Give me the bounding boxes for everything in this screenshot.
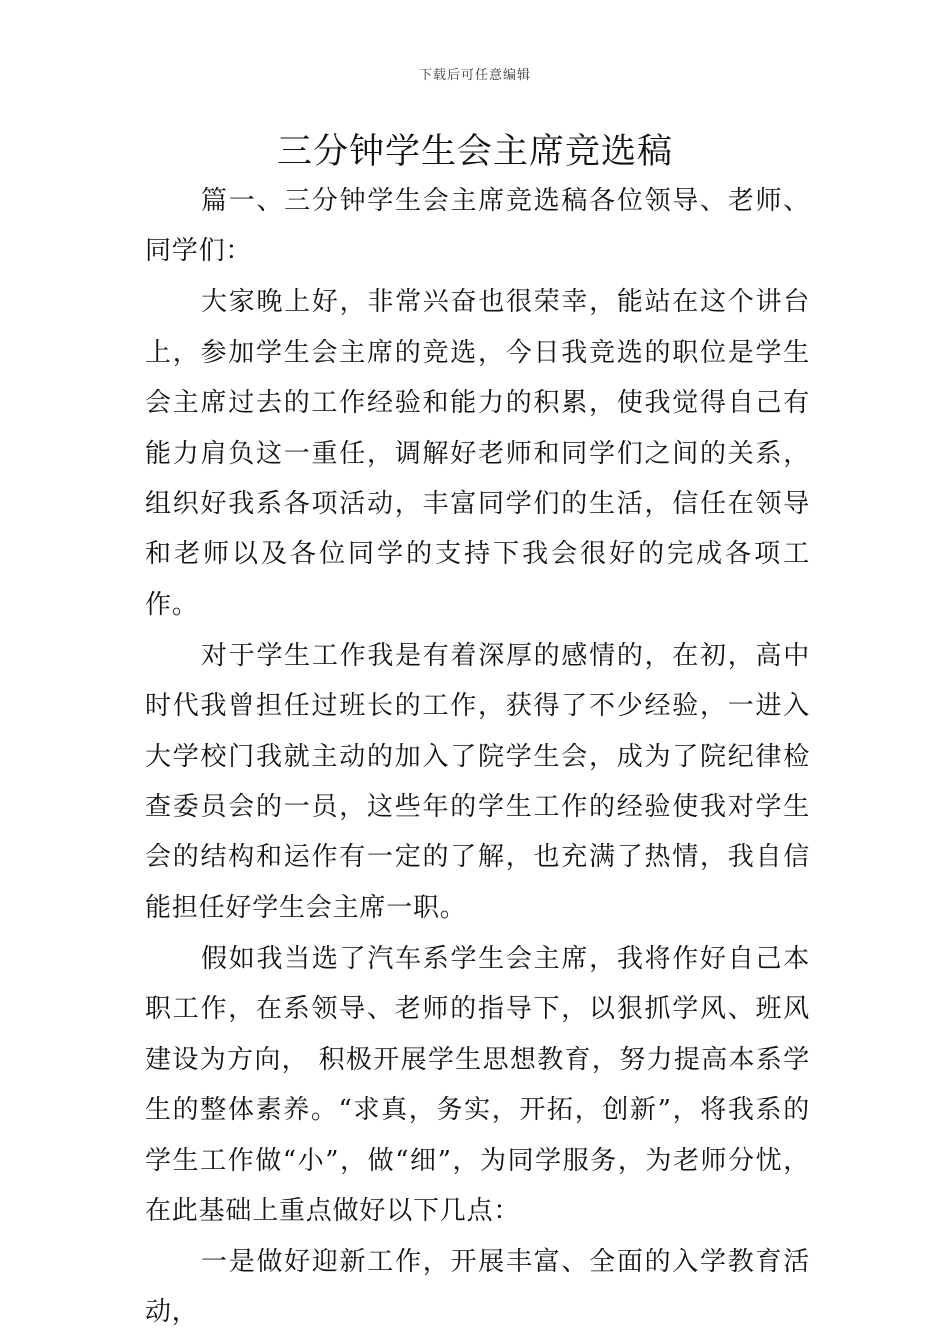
document-title: 三分钟学生会主席竞选稿 (276, 132, 673, 172)
paragraph: 篇一、三分钟学生会主席竞选稿各位领导、老师、同学们： (145, 186, 810, 267)
header-note: 下载后可任意编辑 (418, 68, 531, 83)
paragraph: 一是做好迎新工作，开展丰富、全面的入学教育活动， (145, 1246, 810, 1328)
paragraph: 假如我当选了汽车系学生会主席，我将作好自己本职工作，在系领导、老师的指导下，以狠抓学风、班风建设为方向， 积极开展学生思想教育，努力提高本系学生的整体素养。“求真，务实，开拓，创新”，将我系的学生工作做“小”，做“细”，为同学服务，为老师分忧，在此基础上重点做好以下几点： (145, 943, 810, 1226)
paragraph: 对于学生工作我是有着深厚的感情的，在初，高中时代我曾担任过班长的工作，获得了不少经验，一进入大学校门我就主动的加入了院学生会，成为了院纪律检查委员会的一员，这些年的学生工作的经验使我对学生会的结构和运作有一定的了解，也充满了热情，我自信能担任好学生会主席一职。 (145, 640, 810, 923)
document-body (145, 176, 810, 1338)
paragraph: 大家晚上好，非常兴奋也很荣幸，能站在这个讲台上，参加学生会主席的竞选，今日我竞选的职位是学生会主席过去的工作经验和能力的积累，使我觉得自己有能力肩负这一重任，调解好老师和同学们之间的关系，组织好我系各项活动，丰富同学们的生活，信任在领导和老师以及各位同学的支持下我会很好的完成各项工作。 (145, 287, 810, 620)
